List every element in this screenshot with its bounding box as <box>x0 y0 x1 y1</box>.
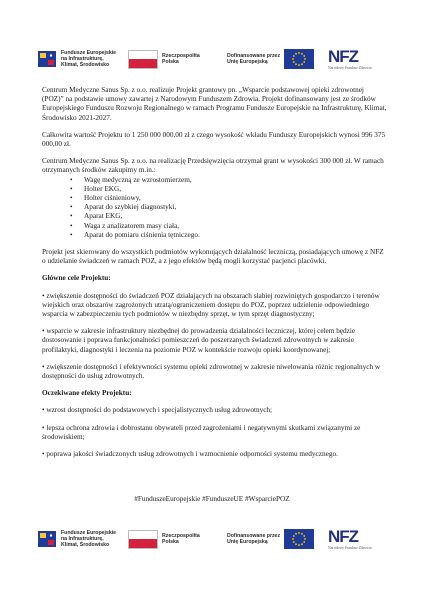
list-item: • Holter EKG, <box>70 185 387 194</box>
rp-logo-label: Rzeczpospolita Polska <box>162 53 200 65</box>
rp-logo-label: Rzeczpospolita Polska <box>162 533 200 545</box>
ue-logo <box>227 524 314 554</box>
nfz-subtitle: Narodowy Fundusz Zdrowia <box>328 65 372 70</box>
nfz-logo <box>328 44 372 74</box>
bottom-logo-bar <box>36 524 388 554</box>
list-item: • Holter ciśnieniowy, <box>70 194 387 203</box>
document-body <box>42 86 387 467</box>
list-item: • Aparat do pomiaru ciśnienia tętniczego. <box>70 231 387 240</box>
nfz-subtitle: Narodowy Fundusz Zdrowia <box>328 545 372 550</box>
ue-logo <box>227 44 314 74</box>
poland-flag-icon <box>128 530 158 549</box>
nfz-mark: NFZ <box>328 46 359 66</box>
fe-logo <box>36 524 116 554</box>
effect-item: • lepsza ochrona zdrowia i dobrostanu obywateli przed zagrożeniami i negatywnymi skutkami związanymi ze środowiskiem; <box>42 423 361 441</box>
goal-item: • wsparcie w zakresie infrastruktury niezbędnej do prowadzenia działalności leczniczej, której celem będzie dostosowanie i poprawa funkcjonalności pomieszczeń do poszerzanych świadczeń zdrowotnych w zakresie profilaktyki, diagnostyki i leczenia na poziomie POZ w kontekście rozwoju opieki koordynowanej; <box>42 327 356 354</box>
fe-emblem-icon <box>36 528 58 550</box>
nfz-mark: NFZ <box>328 526 359 546</box>
top-logo-bar <box>36 44 388 74</box>
grant-paragraph: Centrum Medyczne Sanus Sp. z o.o. na realizację Przedsięwzięcia otrzymał grant w wysokości 300 000 zł. W ramach otrzymanych środków zakupimy m.in.: <box>42 157 384 175</box>
goal-item: • zwiększenie dostępności do świadczeń POZ działających na obszarach słabiej rozwiniętych gospodarczo i terenów wiejskich oraz obszarów zagrożonych utratą/ograniczeniem dostępu do POZ, poprzez udzielenie odpowiedniego wsparcia w zabezpieczeniu tych podmiotów w niezbędny sprzęt, w tym sprzęt diagnostyczny; <box>42 291 380 319</box>
poland-flag-icon <box>128 50 158 69</box>
nfz-logo <box>328 524 372 554</box>
list-item: • Aparat do szybkiej diagnostyki, <box>70 203 387 212</box>
eu-flag-icon <box>284 49 314 69</box>
list-item: • Waga z analizatorem masy ciała, <box>70 222 387 231</box>
effect-item: • poprawa jakości świadczonych usług zdrowotnych i wzmocnienie odporności systemu medycznego. <box>42 450 338 459</box>
list-item: • Wagę medyczną ze wzrostomierzem, <box>70 176 387 185</box>
fe-emblem-icon <box>36 48 58 70</box>
eu-flag-icon <box>284 529 314 549</box>
fe-logo <box>36 44 116 74</box>
hashtags: #FunduszeEuropejskie #FunduszeUE #WsparciePOZ <box>134 495 290 503</box>
effects-section <box>42 389 387 459</box>
effect-item: • wzrost dostępności do podstawowych i specjalistycznych usług zdrowotnych; <box>42 406 273 415</box>
target-paragraph: Projekt jest skierowany do wszystkich podmiotów wykonujących działalność leczniczą, posiadających umowę z NFZ o udzielanie świadczeń w ramach POZ, a z jego efektów będą mogli korzystać pacjenci placówki. <box>42 248 384 266</box>
goals-heading: Główne cele Projektu: <box>42 274 111 283</box>
goal-item: • zwiększenie dostępności i efektywności systemu opieki zdrowotnej w zakresie niwelowania różnic regionalnych w dostępności do usług zdrowotnych. <box>42 362 381 381</box>
list-item: • Aparat EKG, <box>70 212 387 221</box>
fe-logo-label: Fundusze Europejskie na Infrastrukturę, Klimat, Środowisko <box>61 50 117 68</box>
fe-logo-label: Fundusze Europejskie na Infrastrukturę, Klimat, Środowisko <box>61 530 117 548</box>
intro-paragraph: Centrum Medyczne Sanus Sp. z o.o. realizuje Projekt grantowy pn. „Wsparcie podstawowej opieki zdrowotnej (POZ)” na podstawie umowy zawartej z Narodowym Funduszem Zdrowia. Projekt dofinansowany jest ze środków Europejskiego Funduszu Rozwoju Regionalnego w ramach Programu Fundusze Europejskie na Infrastrukturę, Klimat, Środowisko 2021-2027. <box>42 86 387 122</box>
goals-section <box>42 274 387 381</box>
rp-logo <box>128 44 200 74</box>
value-paragraph: Całkowita wartość Projektu to 1 250 000 000,00 zł z czego wysokość wkładu Funduszy Europejskich wynosi 996 375 000,00 zł. <box>42 130 386 149</box>
ue-logo-label: Dofinansowane przez Unię Europejską <box>227 53 281 65</box>
rp-logo <box>128 524 200 554</box>
purchase-list <box>42 176 387 240</box>
effects-heading: Oczekiwane efekty Projektu: <box>42 389 132 398</box>
ue-logo-label: Dofinansowane przez Unię Europejską <box>227 533 281 545</box>
